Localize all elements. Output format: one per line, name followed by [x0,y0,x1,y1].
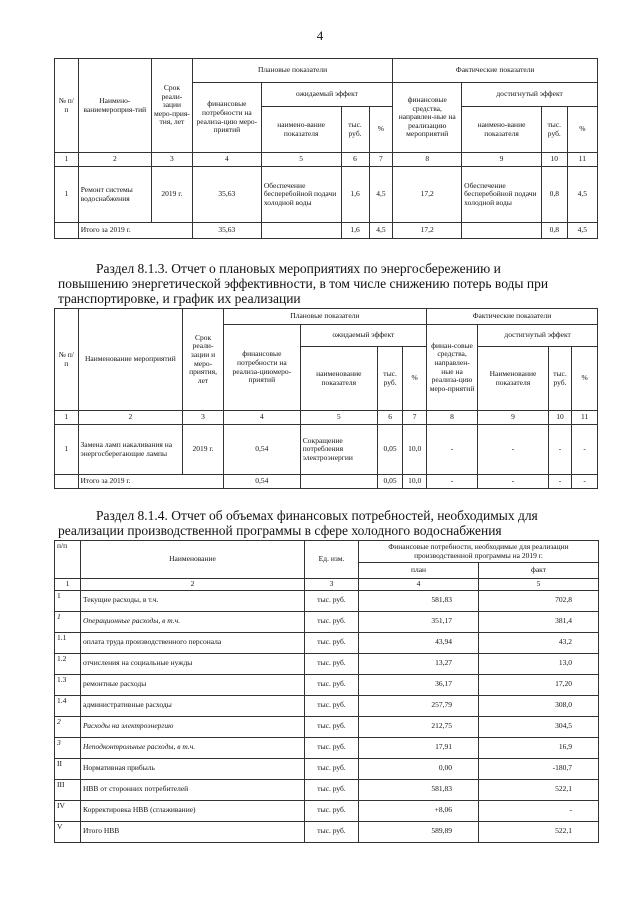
header-indicator-name: наимено-вание показателя [261,107,341,153]
col-number: 4 [359,579,479,591]
row-pct: 10,0 [403,425,427,475]
row-name: оплата труда производственного персонала [81,632,305,653]
table-row [55,695,599,716]
row-plan: 17,91 [359,737,479,758]
row-effect: Обеспечение бесперебойной подачи холодной воды [261,167,341,223]
row-num: 1.1 [55,632,81,653]
row-name: отчисления на социальные нужды [81,653,305,674]
header-num: п/п [55,541,81,579]
row-plan: 581,83 [359,590,479,611]
table-row [55,653,599,674]
total-fin-plan: 35,63 [192,223,261,239]
header-plan: план [359,563,479,579]
header-indicator-name-fact: наимено-вание показателя [462,107,542,153]
header-indicator-name-fact: Наименование показателя [478,347,549,411]
total-pct-fact: 4,5 [567,223,597,239]
heading-line: реализации производственной программы в сфере холодного водоснабжения [58,523,502,538]
row-num: III [55,779,81,800]
col-number: 6 [377,411,403,425]
heading-line: Раздел 8.1.3. Отчет о плановых мероприятиях по энергосбережению и [96,261,501,276]
col-number: 10 [541,153,567,167]
header-name: Наимено-ваниемероприя-тий [78,59,151,153]
heading-line: повышению энергетической эффективности, в том числе снижению потерь воды при [58,276,549,291]
row-effect-fact: - [478,425,549,475]
row-unit: тыс. руб. [305,821,359,842]
col-number: 2 [78,411,183,425]
row-fin-plan: 0,54 [223,425,300,475]
row-fin-fact: 17,2 [393,167,462,223]
row-num: 3 [55,737,81,758]
row-ths-fact: - [548,425,572,475]
total-row [55,223,598,239]
row-num: 1 [55,425,79,475]
col-number: 3 [305,579,359,591]
row-num: 1 [55,590,81,611]
row-num: 1.4 [55,695,81,716]
total-pct: 4,5 [369,223,393,239]
row-name: Ремонт системы водоснабжения [78,167,151,223]
row-fact: -180,7 [479,758,599,779]
header-fin-plan: финансовые потребности на реализа-цию меро-приятий [192,83,261,153]
row-plan: 43,94 [359,632,479,653]
col-number: 5 [479,579,599,591]
row-fin-plan: 35,63 [192,167,261,223]
section-heading-8-1-3 [58,261,596,306]
col-number: 3 [183,411,224,425]
table-water-supply-measures [54,58,598,239]
row-unit: тыс. руб. [305,758,359,779]
page-number: 4 [316,28,324,43]
row-name: Нормативная прибыль [81,758,305,779]
section-heading-8-1-4 [58,508,596,538]
row-fact: 13,0 [479,653,599,674]
header-num: № п/п [55,309,79,411]
row-plan: 257,79 [359,695,479,716]
row-unit: тыс. руб. [305,737,359,758]
row-unit: тыс. руб. [305,632,359,653]
row-fact: 702,8 [479,590,599,611]
row-num: V [55,821,81,842]
row-name: Неподконтрольные расходы, в т.ч. [81,737,305,758]
row-num: 1.3 [55,674,81,695]
row-effect-fact: Обеспечение бесперебойной подачи холодной воды [462,167,542,223]
col-number: 7 [369,153,393,167]
heading-line: транспортировке, и график их реализации [58,291,301,306]
header-indicator-name: наименование показателя [300,347,377,411]
total-ths-fact: - [548,475,572,489]
header-fact: факт [479,563,599,579]
table-row [55,716,599,737]
header-plan: Плановые показатели [223,309,426,325]
row-fact: 16,9 [479,737,599,758]
row-unit: тыс. руб. [305,800,359,821]
row-name: НВВ от сторонних потребителей [81,779,305,800]
row-fact: 381,4 [479,611,599,632]
col-number: 10 [548,411,572,425]
header-ths-fact: тыс. руб. [541,107,567,153]
row-unit: тыс. руб. [305,653,359,674]
row-fact: 308,0 [479,695,599,716]
table-row [55,632,599,653]
table-row [55,425,598,475]
row-name: ремонтные расходы [81,674,305,695]
row-name: Текущие расходы, в т.ч. [81,590,305,611]
header-term: Срок реали-зации мерo-прия-тия, лет [151,59,192,153]
col-number: 4 [192,153,261,167]
row-unit: тыс. руб. [305,716,359,737]
total-fin-plan: 0,54 [223,475,300,489]
header-name: Наименование мероприятий [78,309,183,411]
row-term: 2019 г. [183,425,224,475]
header-expected-effect: ожидаемый эффект [300,325,426,347]
table-row [55,758,599,779]
row-pct-fact: 4,5 [567,167,597,223]
table-financial-needs [54,540,599,843]
header-pct: % [369,107,393,153]
col-number: 11 [567,153,597,167]
col-number: 5 [300,411,377,425]
row-name: Замена ламп накаливания на энергосберегающие лампы [78,425,183,475]
total-label: Итого за 2019 г. [78,223,192,239]
header-fin-plan: финансовые потребности на реализа-циюмеро-приятий [223,325,300,411]
row-effect: Сокращение потребления электроэнергии [300,425,377,475]
row-unit: тыс. руб. [305,695,359,716]
row-name: Операционные расходы, в т.ч. [81,611,305,632]
financial-rows [55,590,599,842]
row-plan: 13,27 [359,653,479,674]
row-pct: 4,5 [369,167,393,223]
header-fin-fact: финан-совые средства, направлен-ные на реализа-цию меро-приятий [426,325,477,411]
header-name: Наименование [81,541,305,579]
header-ths: тыс. руб. [377,347,403,411]
row-plan: 0,00 [359,758,479,779]
table-row [55,611,599,632]
table-row [55,590,599,611]
total-fin-fact: 17,2 [393,223,462,239]
row-term: 2019 г. [151,167,192,223]
table-row [55,821,599,842]
col-number: 2 [81,579,305,591]
col-number: 1 [55,579,81,591]
row-unit: тыс. руб. [305,779,359,800]
row-fact: 522,1 [479,821,599,842]
row-ths: 0,05 [377,425,403,475]
header-fin-fact: финансовые средства, направлен-ные на реализацию мероприятий [393,83,462,153]
total-ths-fact: 0,8 [541,223,567,239]
row-num: 1 [55,611,81,632]
header-ths-fact: тыс. руб. [548,347,572,411]
col-number: 3 [151,153,192,167]
col-number: 9 [478,411,549,425]
total-label: Итого за 2019 г. [78,475,223,489]
column-numbers-row [55,153,598,167]
column-numbers-row [55,579,599,591]
header-achieved-effect: достигнутый эффект [478,325,598,347]
row-fact: 43,2 [479,632,599,653]
col-number: 8 [426,411,477,425]
col-number: 6 [341,153,369,167]
row-plan: 351,17 [359,611,479,632]
row-plan: +8,06 [359,800,479,821]
header-fact: Фактические показатели [426,309,597,325]
row-name: Расходы на электроэнергию [81,716,305,737]
col-number: 4 [223,411,300,425]
col-number: 9 [462,153,542,167]
row-ths-fact: 0,8 [541,167,567,223]
row-fact: 17,20 [479,674,599,695]
total-fin-fact: - [426,475,477,489]
row-unit: тыс. руб. [305,611,359,632]
header-pct: % [403,347,427,411]
table-row [55,674,599,695]
row-name: Итого НВВ [81,821,305,842]
col-number: 2 [78,153,151,167]
row-name: Корректировка НВВ (сглаживание) [81,800,305,821]
header-fin-needs: Финансовые потребности, необходимые для реализации производственной программы на 2019 г. [359,541,599,563]
header-fact: Фактические показатели [393,59,598,83]
row-ths: 1,6 [341,167,369,223]
header-achieved-effect: достигнутый эффект [462,83,598,107]
col-number: 1 [55,153,79,167]
col-number: 5 [261,153,341,167]
column-numbers-row [55,411,598,425]
header-plan: Плановые показатели [192,59,392,83]
col-number: 8 [393,153,462,167]
row-num: II [55,758,81,779]
row-plan: 581,83 [359,779,479,800]
col-number: 1 [55,411,79,425]
row-num: 1 [55,167,79,223]
row-num: 1.2 [55,653,81,674]
table-row [55,779,599,800]
total-effect-fact: - [478,475,549,489]
row-fin-fact: - [426,425,477,475]
total-row [55,475,598,489]
header-expected-effect: ожидаемый эффект [261,83,392,107]
header-ths: тыс. руб. [341,107,369,153]
total-ths: 1,6 [341,223,369,239]
row-fact: 304,5 [479,716,599,737]
row-unit: тыс. руб. [305,674,359,695]
table-row [55,800,599,821]
table-row [55,167,598,223]
header-term: Срок реали-зации и меро-приятия, лет [183,309,224,411]
col-number: 7 [403,411,427,425]
total-pct: 10,0 [403,475,427,489]
row-name: административные расходы [81,695,305,716]
row-plan: 589,89 [359,821,479,842]
row-unit: тыс. руб. [305,590,359,611]
row-num: 2 [55,716,81,737]
row-plan: 36,17 [359,674,479,695]
heading-line: Раздел 8.1.4. Отчет об объемах финансовых потребностей, необходимых для [96,508,538,523]
total-ths: 0,05 [377,475,403,489]
header-pct-fact: % [572,347,598,411]
header-unit: Ед. изм. [305,541,359,579]
total-pct-fact: - [572,475,598,489]
row-num: IV [55,800,81,821]
table-row [55,737,599,758]
header-num: № п/п [55,59,79,153]
row-fact: - [479,800,599,821]
row-pct-fact: - [572,425,598,475]
header-pct-fact: % [567,107,597,153]
table-energy-saving-measures [54,308,598,489]
col-number: 11 [572,411,598,425]
row-fact: 522,1 [479,779,599,800]
row-plan: 212,75 [359,716,479,737]
